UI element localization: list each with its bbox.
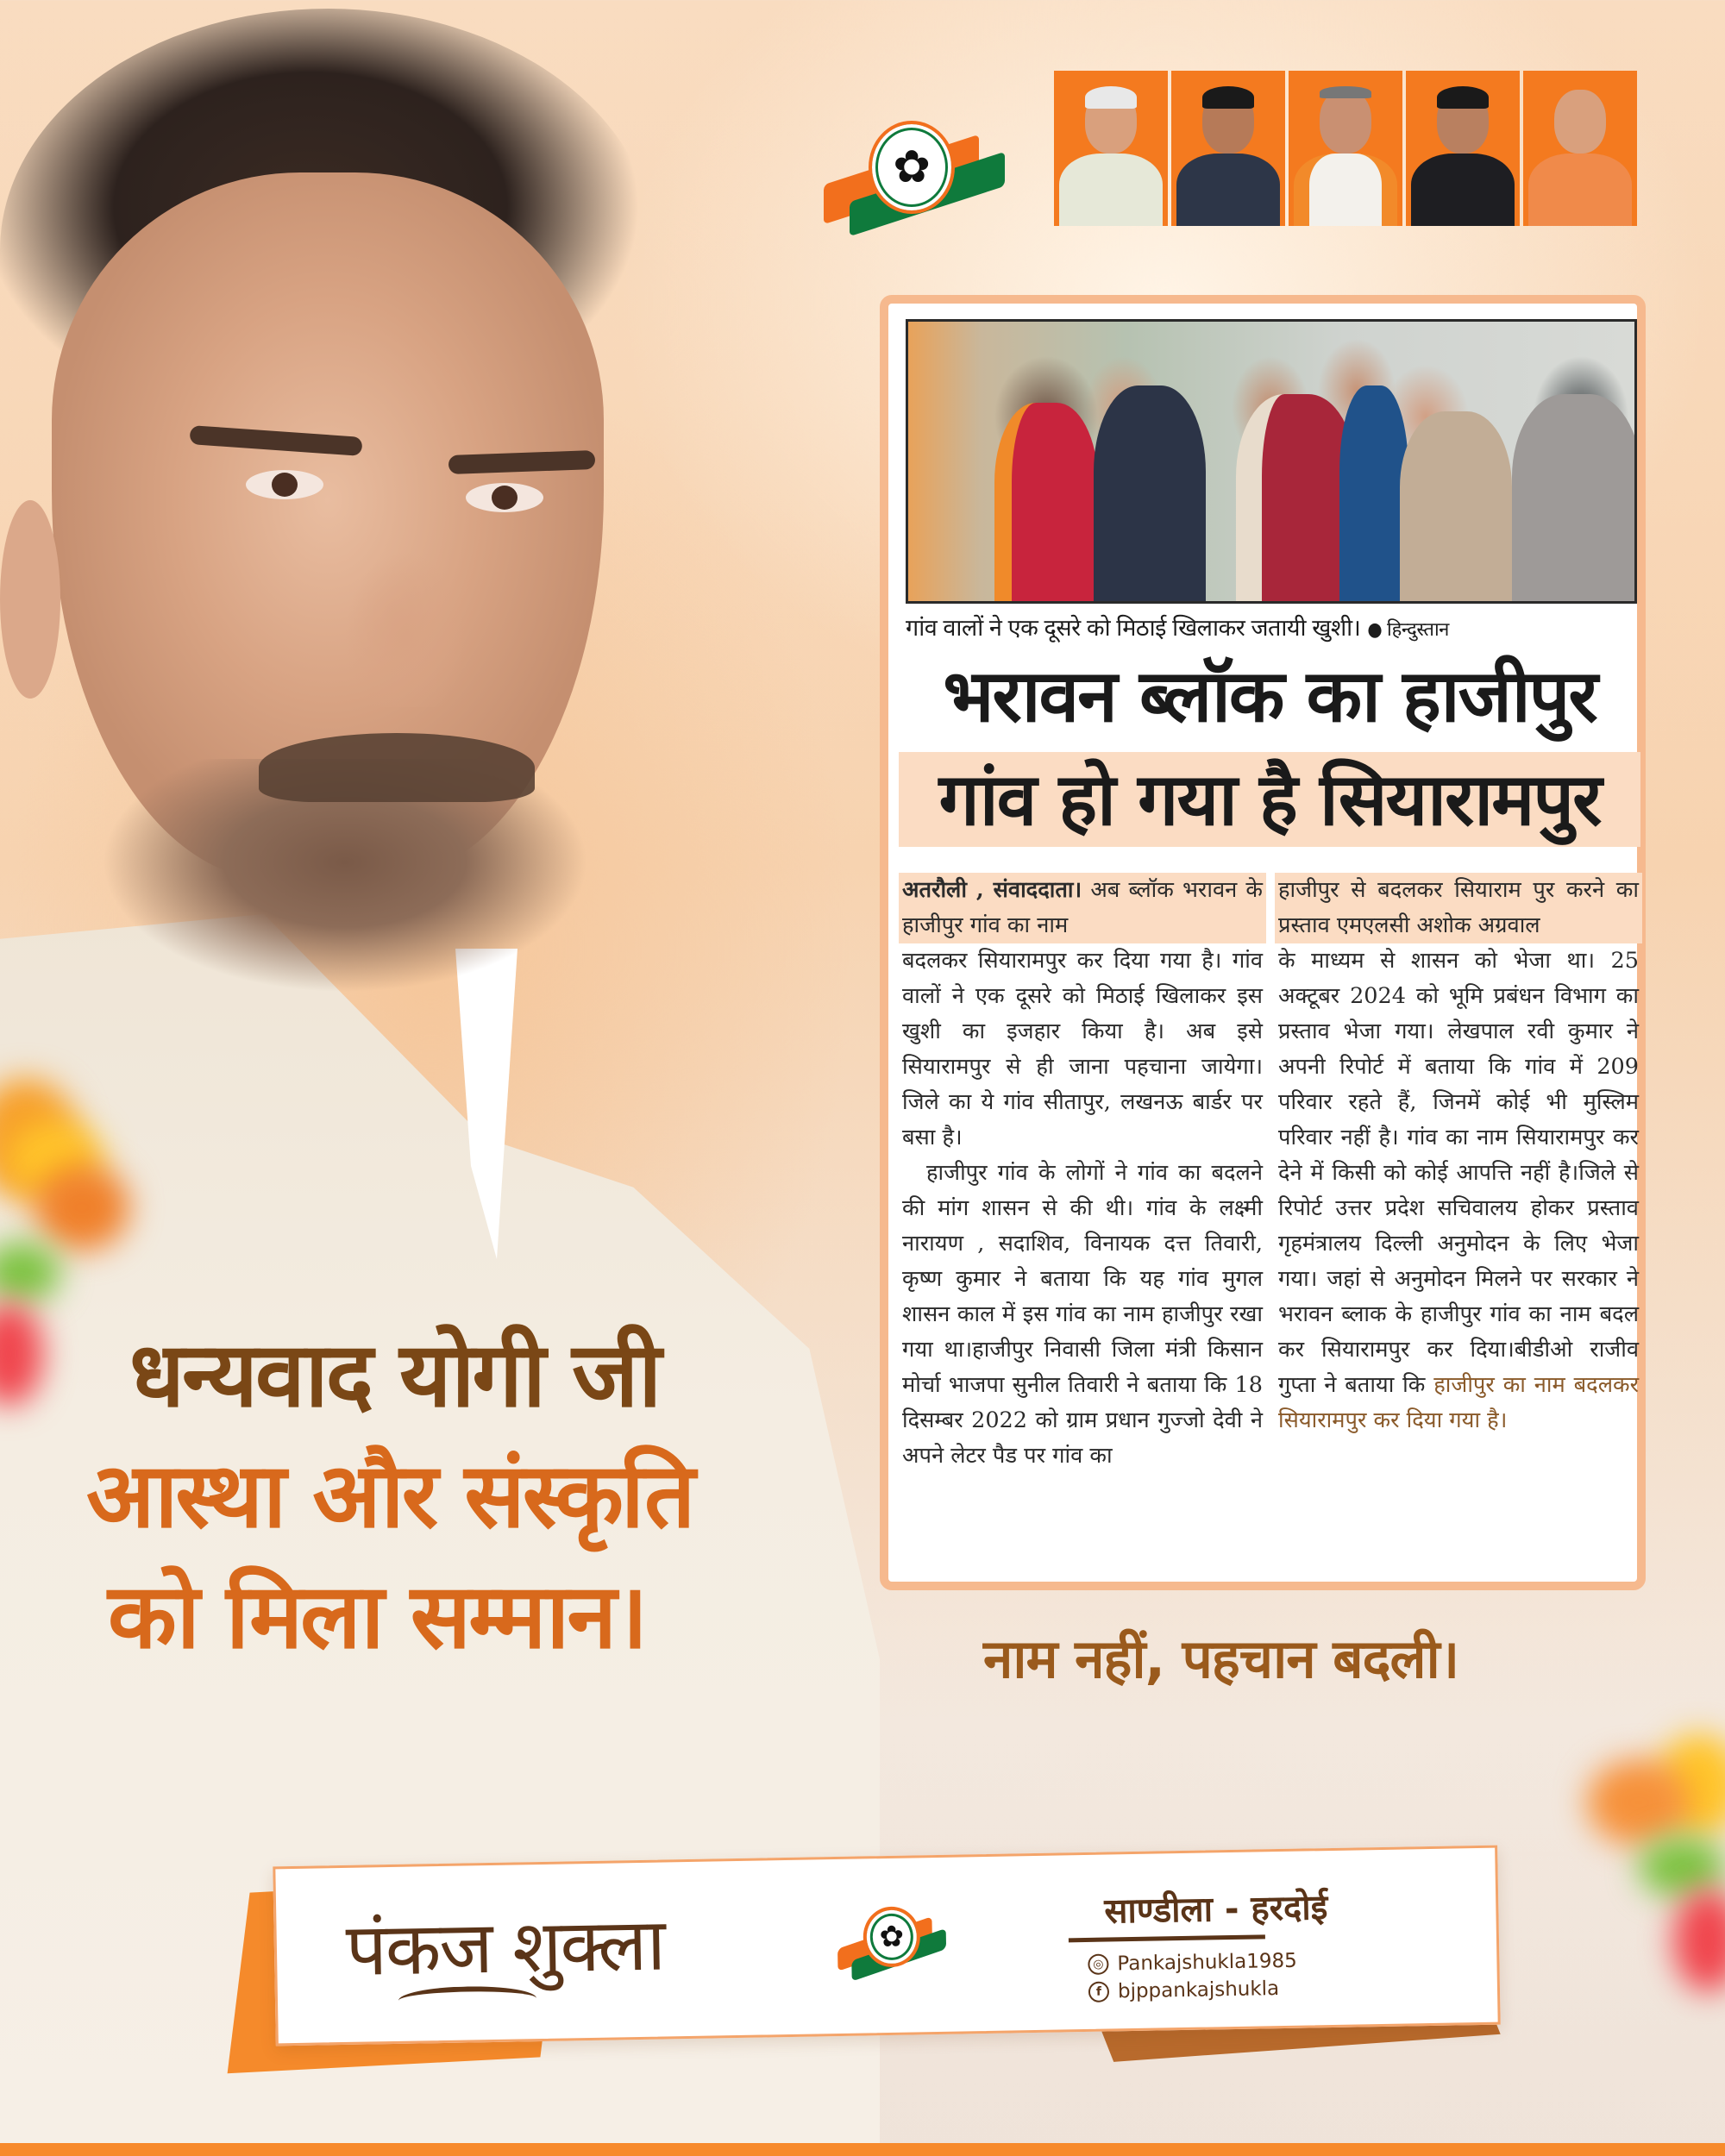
mustache — [259, 733, 535, 802]
news-column-2 — [1278, 873, 1639, 1438]
facebook-handle: bjppankajshukla — [1117, 1977, 1280, 2003]
slogan-faith-culture: आस्था और संस्कृति — [86, 1443, 693, 1548]
leader-photo-4 — [1406, 71, 1520, 226]
bottom-orange-bar — [0, 2143, 1725, 2156]
flower-decoration-right-red — [1673, 1889, 1725, 1992]
tagline-identity-changed: नाम नहीं, पहचान बदली। — [983, 1627, 1459, 1690]
leader-photo-1 — [1054, 71, 1168, 226]
news-headline-line1: भरावन ब्लॉक का हाजीपुर — [943, 654, 1596, 738]
column2-body — [1278, 943, 1639, 1438]
caption-source: ● हिन्दुस्तान — [1367, 619, 1449, 641]
facebook-link[interactable] — [1088, 1977, 1280, 2003]
column1-highlight-text: अब ब्लॉक भरावन के हाजीपुर गांव का नाम — [902, 877, 1264, 938]
column1-paragraph-1: बदलकर सियारामपुर कर दिया गया है। गांव वालों ने एक दूसरे को मिठाई खिलाकर इस खुशी का इजहार किया है। अब इसे सियारामपुर से ही जाना पहचाना जायेगा। जिले का ये गांव सीतापुर, लखनऊ बार्डर पर बसा है। — [902, 948, 1263, 1150]
slogan-got-respect: को मिला सम्मान। — [108, 1564, 646, 1669]
news-column-1 — [902, 873, 1263, 1474]
newspaper-clipping — [880, 295, 1646, 1590]
name-banner — [273, 1846, 1500, 2046]
column2-tail: हाजीपुर का नाम बदलकर सियारामपुर कर दिया गया है। — [1278, 1372, 1640, 1433]
flower-decoration-left-orange2 — [34, 1164, 129, 1250]
facebook-icon: f — [1088, 1982, 1109, 2002]
banner-divider — [1069, 1934, 1265, 1942]
slogan-thanks-yogi: धन्यवाद योगी जी — [129, 1322, 660, 1427]
column1-highlight — [899, 873, 1266, 943]
eye-left — [246, 470, 323, 499]
caption-text: गांव वालों ने एक दूसरे को मिठाई खिलाकर जतायी खुशी। — [906, 615, 1361, 642]
flower-decoration-right-orange — [1587, 1759, 1690, 1846]
news-photo-villagers — [906, 319, 1637, 604]
instagram-link[interactable] — [1088, 1950, 1297, 1976]
dateline: अतरौली , संवाददाता। — [902, 877, 1082, 903]
news-headline-line2: गांव हो गया है सियारामपुर — [899, 752, 1640, 847]
news-photo-caption — [906, 611, 1449, 642]
column2-body-text: के माध्यम से शासन को भेजा था। 25 अक्टूबर 2024 को भूमि प्रबंधन विभाग का प्रस्ताव भेजा गया। लेखपाल रवी कुमार ने अपनी रिपोर्ट में बताया कि गांव में 209 परिवार रहते हैं, जिनमें कोई भी मुस्लिम परिवार नहीं है। गांव का नाम सियारामपुर कर देने में किसी को कोई आपत्ति नहीं है।जिले से रिपोर्ट उत्तर प्रदेश सचिवालय होकर प्रस्ताव गृहमंत्रालय दिल्ली अनुमोदन के लिए भेजा गया। जहां से अनुमोदन मिलने पर सरकार ने भरावन ब्लाक के हाजीपुर गांव का नाम बदल कर सियारामपुर कर दिया।बीडीओ राजीव गुप्ता ने बताया कि — [1278, 948, 1639, 1398]
nose — [345, 535, 466, 707]
column1-paragraph-2: हाजीपुर गांव के लोगों ने गांव का बदलने की मांग शासन से की थी। गांव के लक्ष्मी नारायण , सदाशिव, विनायक दत्त तिवारी, कृष्ण कुमार ने बताया कि यह गांव मुगल शासन काल में इस गांव का नाम हाजीपुर रखा गया था।हाजीपुर निवासी जिला मंत्री किसान मोर्चा भाजपा सुनील तिवारी ने बताया कि 18 दिसम्बर 2022 को ग्राम प्रधान गुज्जो देवी ने अपने लेटर पैड पर गांव का — [902, 1160, 1263, 1469]
lotus-icon: ✿ — [869, 121, 955, 214]
leader-photo-strip — [1054, 71, 1637, 226]
bjp-logo-banner — [837, 1906, 950, 1977]
leader-photo-5 — [1523, 71, 1637, 226]
candidate-name: पंकज शुक्ला — [345, 1902, 665, 1992]
constituency-label: साण्डीला - हरदोई — [1103, 1888, 1328, 1932]
ear — [0, 500, 60, 699]
instagram-handle: Pankajshukla1985 — [1117, 1949, 1297, 1976]
lotus-icon: ✿ — [862, 1906, 920, 1967]
leader-photo-2 — [1171, 71, 1285, 226]
eye-right — [466, 483, 543, 512]
bjp-logo-top — [824, 121, 1009, 224]
column2-highlight: हाजीपुर से बदलकर सियाराम पुर करने का प्रस्ताव एमएलसी अशोक अग्रवाल — [1275, 873, 1642, 943]
instagram-icon: ◎ — [1088, 1954, 1108, 1975]
leader-photo-3 — [1289, 71, 1402, 226]
